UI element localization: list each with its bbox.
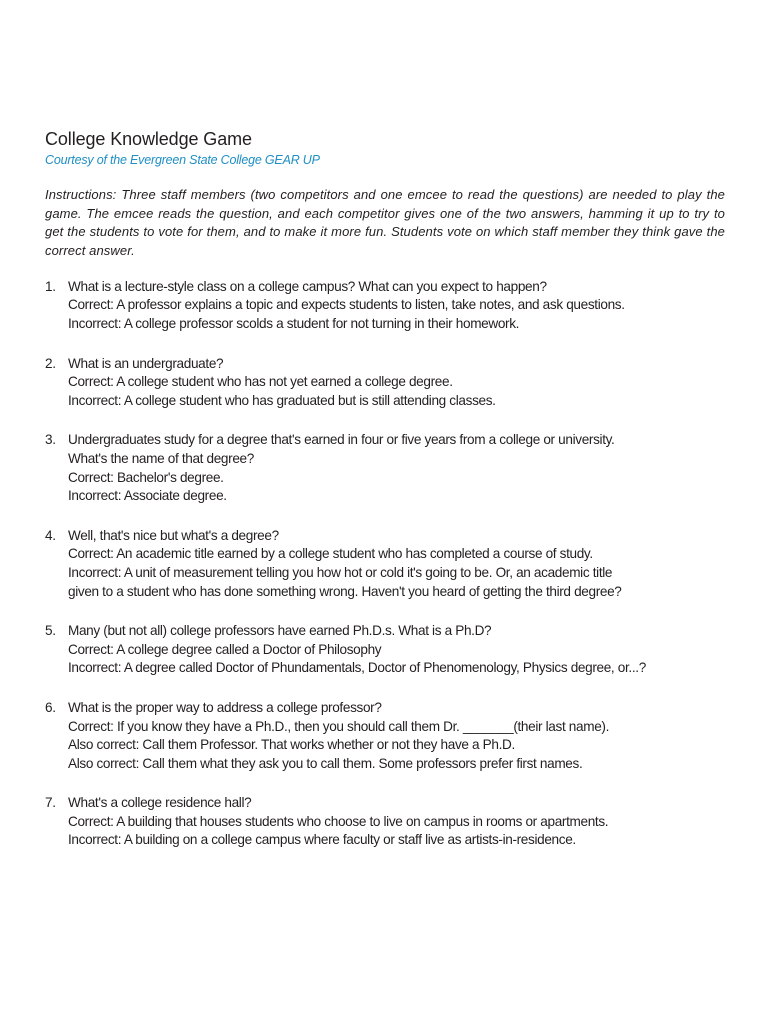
question-item-2 (45, 355, 725, 411)
correct-answer: Correct: A college degree called a Doctor of Philosophy (68, 641, 382, 657)
question-number: 7. (45, 795, 56, 811)
instructions-paragraph: Instructions: Three staff members (two competitors and one emcee to read the questions) are needed to play the game. The emcee reads the question, and each competitor gives one of the two answers, hamming it up to try to get the students to vote for them, and to make it more fun. Students vote on which staff member they think gave the correct answer. (45, 187, 725, 259)
question-number: 2. (45, 355, 56, 371)
question-number: 6. (45, 699, 56, 715)
incorrect-answer-continued: given to a student who has done something wrong. Haven't you heard of getting the third degree? (68, 583, 622, 599)
incorrect-answer: Incorrect: A degree called Doctor of Phundamentals, Doctor of Phenomenology, Physics degree, or...? (68, 660, 646, 676)
question-text-continued: What's the name of that degree? (68, 450, 254, 466)
incorrect-answer: Incorrect: A college professor scolds a student for not turning in their homework. (68, 316, 520, 331)
incorrect-answer: Incorrect: A college student who has graduated but is still attending classes. (68, 392, 496, 408)
question-text: Undergraduates study for a degree that's earned in four or five years from a college or university. (68, 432, 615, 448)
question-item-5 (45, 622, 725, 678)
also-correct-answer: Also correct: Call them what they ask you to call them. Some professors prefer first names. (68, 755, 583, 771)
question-number: 4. (45, 527, 56, 543)
document-subtitle: Courtesy of the Evergreen State College GEAR UP (45, 153, 320, 167)
document-title: College Knowledge Game (45, 129, 252, 149)
incorrect-answer: Incorrect: A building on a college campus where faculty or staff live as artists-in-residence. (68, 832, 576, 848)
correct-answer: Correct: A building that houses students who choose to live on campus in rooms or apartments. (68, 813, 609, 829)
correct-answer: Correct: If you know they have a Ph.D., then you should call them Dr. _______(their last name). (68, 718, 610, 734)
question-text: What is the proper way to address a college professor? (68, 699, 382, 715)
also-correct-answer: Also correct: Call them Professor. That works whether or not they have a Ph.D. (68, 737, 515, 753)
question-item-3 (45, 431, 725, 505)
correct-answer: Correct: A college student who has not yet earned a college degree. (68, 374, 453, 390)
question-text: Many (but not all) college professors have earned Ph.D.s. What is a Ph.D? (68, 623, 492, 639)
question-number: 1. (45, 278, 56, 294)
correct-answer: Correct: An academic title earned by a college student who has completed a course of study. (68, 546, 593, 562)
question-item-7 (45, 794, 725, 850)
question-text: Well, that's nice but what's a degree? (68, 527, 279, 543)
incorrect-answer: Incorrect: Associate degree. (68, 488, 227, 504)
correct-answer: Correct: Bachelor's degree. (68, 469, 224, 485)
question-number: 3. (45, 432, 56, 448)
question-item-1 (45, 278, 725, 334)
question-text: What is an undergraduate? (68, 355, 224, 371)
question-number: 5. (45, 623, 56, 639)
correct-answer: Correct: A professor explains a topic and expects students to listen, take notes, and ask questions. (68, 297, 625, 313)
question-text: What is a lecture-style class on a college campus? What can you expect to happen? (68, 278, 547, 294)
question-item-6 (45, 699, 725, 773)
incorrect-answer: Incorrect: A unit of measurement telling you how hot or cold it's going to be. Or, an academic title (68, 564, 613, 580)
question-item-4 (45, 527, 725, 601)
question-list (45, 278, 725, 850)
question-text: What's a college residence hall? (68, 795, 252, 811)
document-page (45, 128, 725, 871)
